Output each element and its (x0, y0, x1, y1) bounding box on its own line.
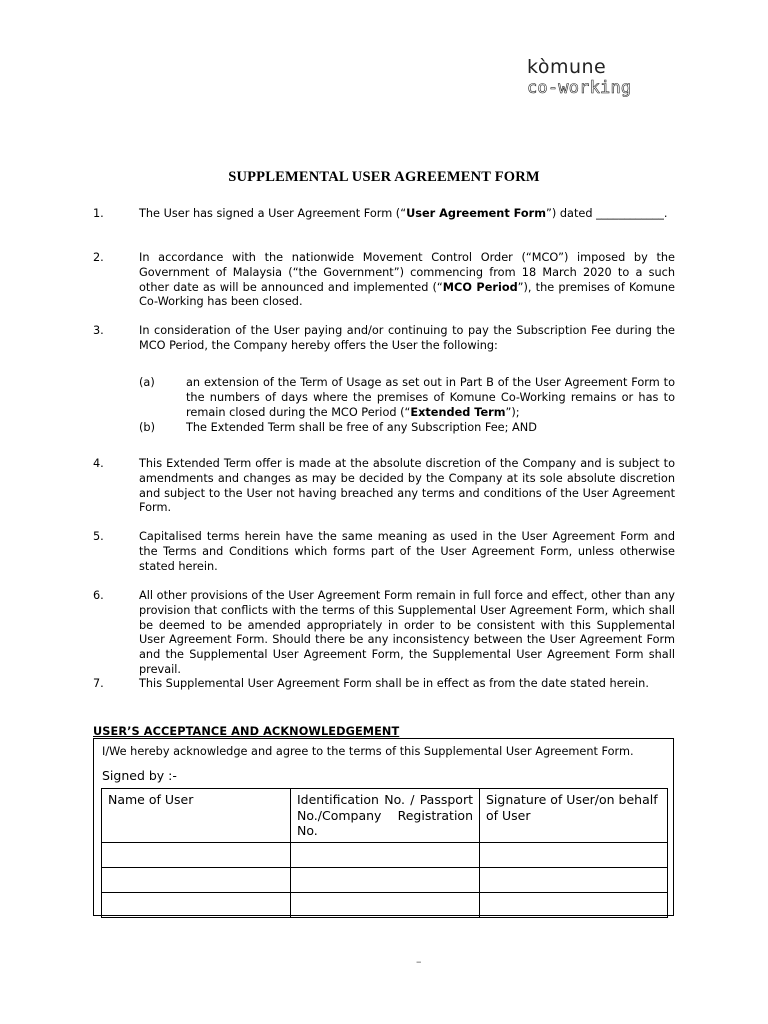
clause-text: All other provisions of the User Agreement Form remain in full force and effect, other than any provision that conflicts with the terms of this Supplemental User Agreement Form, which shall be deemed to be amended appropriately in order to be consistent with this Supplemental User Agreement Form. Should there be any inconsistency between the User Agreement Form and the Supplemental User Agreement Form, the Supplemental User Agreement Form shall prevail. (139, 589, 675, 676)
table-row (102, 842, 668, 867)
identification-cell[interactable] (291, 867, 480, 892)
clause-4 (93, 457, 675, 516)
column-header-identification: Identification No. / Passport No./Company Registration No. (291, 789, 480, 843)
table-row (102, 867, 668, 892)
page-footer-mark: – (416, 955, 422, 968)
clause-7 (93, 677, 675, 692)
clause-6 (93, 589, 675, 678)
clause-number: 3. (93, 324, 104, 337)
clause-text: This Supplemental User Agreement Form shall be in effect as from the date stated herein. (139, 677, 649, 690)
subclause-text: The Extended Term shall be free of any Subscription Fee; AND (186, 421, 537, 434)
clause-1 (93, 207, 675, 222)
clause-text: Capitalised terms herein have the same meaning as used in the User Agreement Form and the Terms and Conditions which forms part of the User Agreement Form, unless otherwise stated herein. (139, 530, 675, 573)
clause-number: 7. (93, 677, 104, 690)
name-cell[interactable] (102, 892, 291, 917)
signature-cell[interactable] (480, 867, 668, 892)
subclause-number: (b) (139, 421, 155, 434)
komune-logo (527, 56, 687, 98)
clause-text: The User has signed a User Agreement Form (“User Agreement Form”) dated ____________. (139, 207, 668, 220)
acceptance-box (93, 738, 674, 916)
clause-text: In consideration of the User paying and/or continuing to pay the Subscription Fee during the MCO Period, the Company hereby offers the User the following: (139, 324, 675, 352)
logo-tagline: co-working (527, 78, 632, 98)
table-row (102, 892, 668, 917)
signature-cell[interactable] (480, 892, 668, 917)
subclause-b (139, 421, 675, 436)
name-cell[interactable] (102, 842, 291, 867)
name-cell[interactable] (102, 867, 291, 892)
signature-table (101, 788, 668, 918)
subclause-number: (a) (139, 376, 155, 389)
clause-text: In accordance with the nationwide Movement Control Order (“MCO”) imposed by the Government of Malaysia (“the Government”) commencing from 18 March 2020 to a such other date as will be announced and implemented (“MCO Period”), the premises of Komune Co-Working has been closed. (139, 251, 675, 309)
logo-wordmark: kòmune (527, 56, 607, 78)
subclause-text: an extension of the Term of Usage as set out in Part B of the User Agreement Form to the numbers of days where the premises of Komune Co-Working remains or has to remain closed during the MCO Period (“Extended Term”); (186, 376, 675, 419)
clause-number: 6. (93, 589, 104, 602)
clause-text: This Extended Term offer is made at the absolute discretion of the Company and is subject to amendments and changes as may be decided by the Company at its sole absolute discretion and subject to the User not having breached any terms and conditions of the User Agreement Form. (139, 457, 675, 515)
acceptance-statement: I/We hereby acknowledge and agree to the terms of this Supplemental User Agreement Form. (102, 745, 634, 758)
identification-cell[interactable] (291, 892, 480, 917)
identification-cell[interactable] (291, 842, 480, 867)
column-header-name: Name of User (102, 789, 291, 843)
column-header-signature: Signature of User/on behalf of User (480, 789, 668, 843)
signature-cell[interactable] (480, 842, 668, 867)
clause-2 (93, 251, 675, 310)
signed-by-label: Signed by :- (102, 768, 177, 783)
signature-table-header (102, 789, 668, 843)
subclause-a (139, 376, 675, 420)
clause-number: 4. (93, 457, 104, 470)
clause-number: 2. (93, 251, 104, 264)
clause-number: 5. (93, 530, 104, 543)
page-title: SUPPLEMENTAL USER AGREEMENT FORM (228, 169, 540, 185)
clause-number: 1. (93, 207, 104, 220)
clause-5 (93, 530, 675, 574)
acceptance-heading: USER’S ACCEPTANCE AND ACKNOWLEDGEMENT (93, 725, 400, 738)
clause-3 (93, 324, 675, 354)
